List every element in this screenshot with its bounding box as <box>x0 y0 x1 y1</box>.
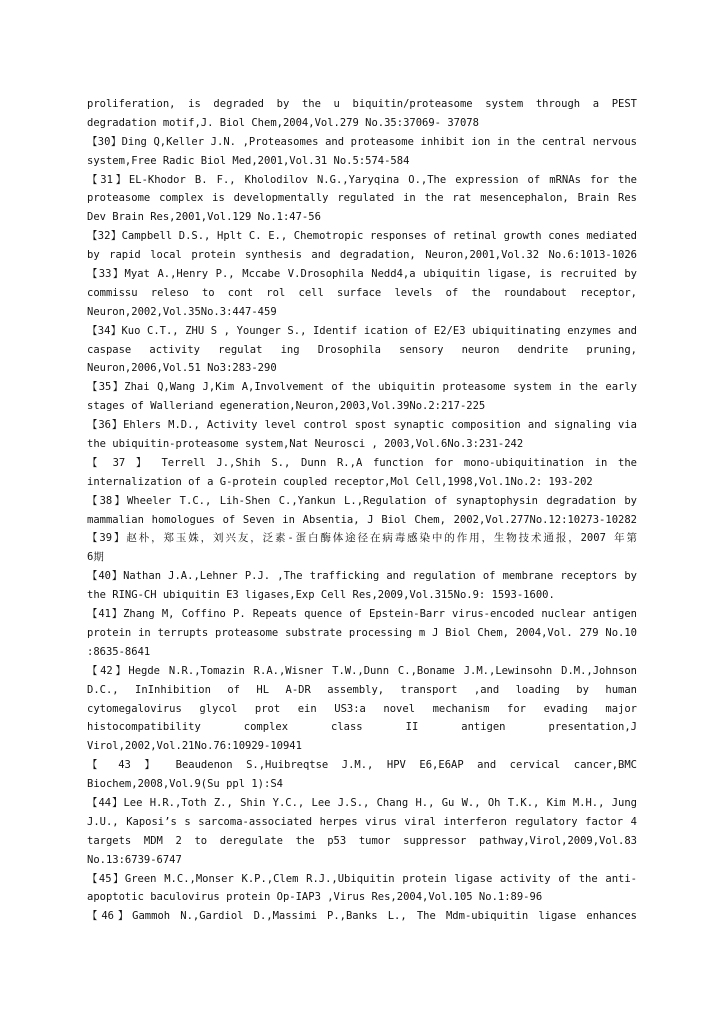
text-line: stages of Walleriand egeneration,Neuron,2003,Vol.39No.2:217-225 <box>87 400 486 413</box>
text-line: Virol,2002,Vol.21No.76:10929-10941 <box>87 740 302 753</box>
text-line: No.13:6739-6747 <box>87 853 182 866</box>
text-line: 【35】Zhai Q,Wang J,Kim A,Involvement of the ubiquitin proteasome system in the early <box>87 381 637 394</box>
text-line: Biochem,2008,Vol.9(Su ppl 1):S4 <box>87 778 283 791</box>
text-line: 【32】Campbell D.S., Hplt C. E., Chemotropic responses of retinal growth cones mediated <box>87 230 637 243</box>
text-line: 【 37 】 Terrell J.,Shih S., Dunn R.,A function for mono-ubiquitination in the <box>87 456 637 469</box>
text-line: targets MDM 2 to deregulate the p53 tumor suppressor pathway,Virol,2009,Vol.83 <box>87 834 637 847</box>
text-line: 【45】Green M.C.,Monser K.P.,Clem R.J.,Ubiquitin protein ligase activity of the anti- <box>87 872 637 885</box>
text-line: Dev Brain Res,2001,Vol.129 No.1:47-56 <box>87 211 321 224</box>
text-line: the RING-CH ubiquitin E3 ligases,Exp Cell Res,2009,Vol.315No.9: 1593-1600. <box>87 589 555 602</box>
text-line: 【30】Ding Q,Keller J.N. ,Proteasomes and proteasome inhibit ion in the central nervous <box>87 135 637 148</box>
text-line: cytomegalovirus glycol prot ein US3:a novel mechanism for evading major <box>87 702 637 715</box>
text-line: :8635-8641 <box>87 645 151 658</box>
text-line: internalization of a G-protein coupled receptor,Mol Cell,1998,Vol.1No.2: 193-202 <box>87 475 593 488</box>
text-line: 【46】Gammoh N.,Gardiol D.,Massimi P.,Banks L., The Mdm-ubiquitin ligase enhances <box>87 910 637 923</box>
text-line: 【38】Wheeler T.C., Lih-Shen C.,Yankun L.,Regulation of synaptophysin degradation by <box>87 494 637 507</box>
text-line: apoptotic baculovirus protein Op-IAP3 ,Virus Res,2004,Vol.105 No.1:89-96 <box>87 891 543 904</box>
text-line: 【41】Zhang M, Coffino P. Repeats quence of Epstein-Barr virus-encoded nuclear antigen <box>87 608 637 621</box>
text-line: D.C., InInhibition of HL A-DR assembly, transport ,and loading by human <box>87 683 637 696</box>
text-line: proliferation, is degraded by the u biquitin/proteasome system through a PEST <box>87 98 637 110</box>
text-line: proteasome complex is developmentally regulated in the rat mesencephalon, Brain Res <box>87 192 637 205</box>
text-line: 【31】EL-Khodor B. F., Kholodilov N.G.,Yaryqina O.,The expression of mRNAs for the <box>87 173 637 186</box>
text-line: 【34】Kuo C.T., ZHU S , Younger S., Identif ication of E2/E3 ubiquitinating enzymes and <box>87 324 637 337</box>
text-line: 【40】Nathan J.A.,Lehner P.J. ,The trafficking and regulation of membrane receptors by <box>87 570 637 583</box>
text-line: 【42】Hegde N.R.,Tomazin R.A.,Wisner T.W.,Dunn C.,Boname J.M.,Lewinsohn D.M.,Johnson <box>87 664 637 677</box>
text-line: 【44】Lee H.R.,Toth Z., Shin Y.C., Lee J.S., Chang H., Gu W., Oh T.K., Kim M.H., Jung <box>87 796 637 809</box>
text-line: 6期 <box>87 551 104 564</box>
text-line: degradation motif,J. Biol Chem,2004,Vol.279 No.35:37069- 37078 <box>87 116 479 129</box>
text-line: caspase activity regulat ing Drosophila sensory neuron dendrite pruning, <box>87 343 637 356</box>
text-line: by rapid local protein synthesis and degradation, Neuron,2001,Vol.32 No.6:1013-1026 <box>87 249 637 262</box>
text-line: J.U., Kaposi’s s sarcoma-associated herpes virus viral interferon regulatory factor 4 <box>87 815 637 828</box>
text-line: 【 43 】 Beaudenon S.,Huibreqtse J.M., HPV E6,E6AP and cervical cancer,BMC <box>87 759 637 772</box>
text-line: protein in terrupts proteasome substrate processing m J Biol Chem, 2004,Vol. 279 No.10 <box>87 626 637 639</box>
text-line: 【36】Ehlers M.D., Activity level control spost synaptic composition and signaling via <box>87 419 637 432</box>
text-line: Neuron,2006,Vol.51 No3:283-290 <box>87 362 277 375</box>
text-line: 【39】赵朴，郑玉姝，刘兴友，泛素-蛋白酶体途径在病毒感染中的作用，生物技术通报，2007 年第 <box>87 532 637 545</box>
text-line: 【33】Myat A.,Henry P., Mccabe V.Drosophila Nedd4,a ubiquitin ligase, is recruited by <box>87 268 637 281</box>
text-line: histocompatibility complex class II antigen presentation,J <box>87 721 637 734</box>
text-line: Neuron,2002,Vol.35No.3:447-459 <box>87 305 277 318</box>
text-line: mammalian homologues of Seven in Absentia, J Biol Chem, 2002,Vol.277No.12:10273-10282 <box>87 513 637 526</box>
text-line: system,Free Radic Biol Med,2001,Vol.31 No.5:574-584 <box>87 154 410 167</box>
reference-list <box>87 95 637 926</box>
text-line: the ubiquitin-proteasome system,Nat Neurosci , 2003,Vol.6No.3:231-242 <box>87 438 524 451</box>
text-line: commissu releso to cont rol cell surface levels of the roundabout receptor, <box>87 286 637 299</box>
